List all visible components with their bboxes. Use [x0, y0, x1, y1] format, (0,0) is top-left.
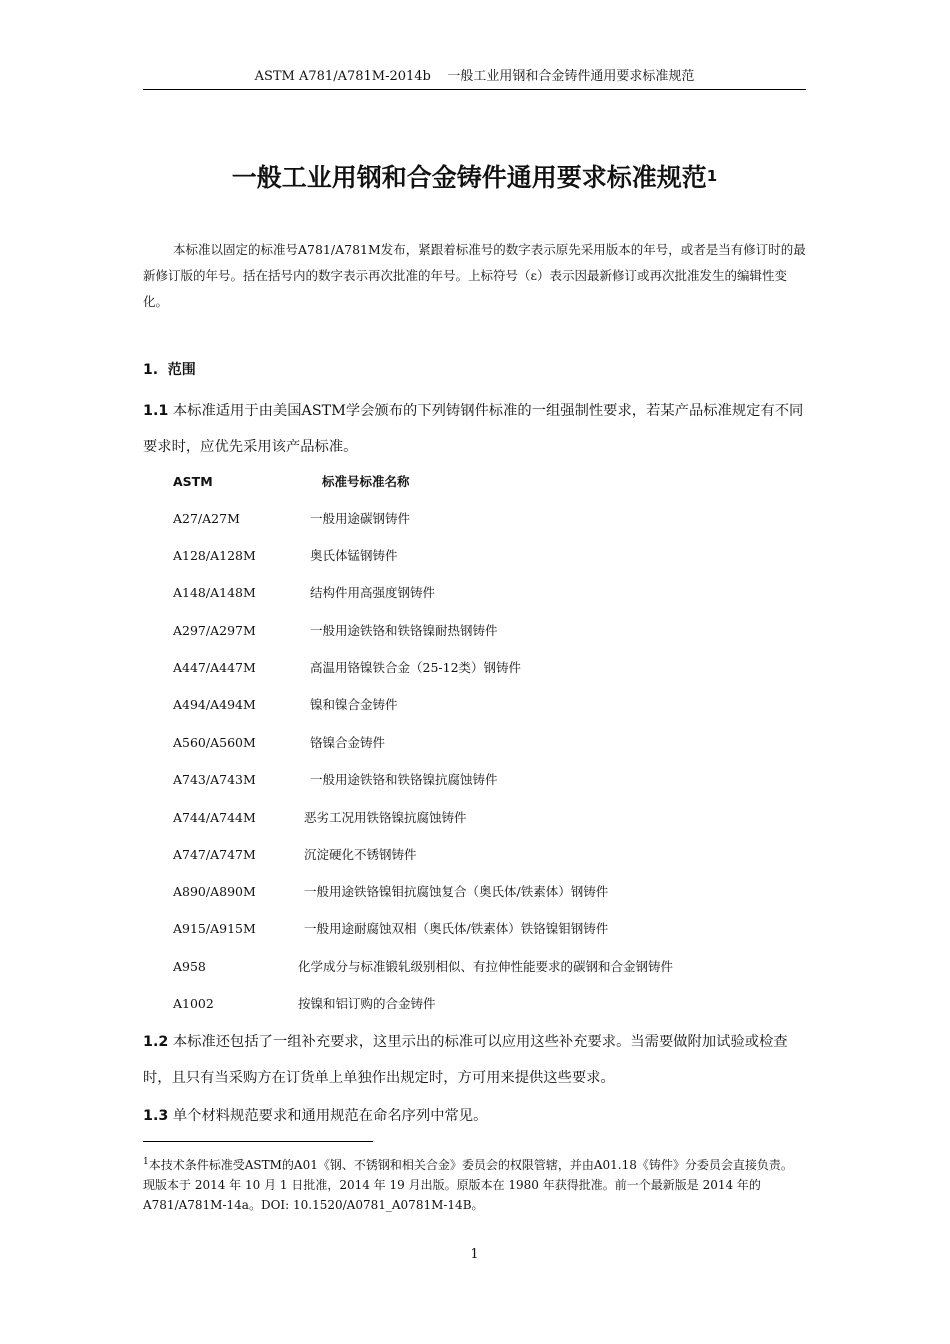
standard-name: 按镍和铝订购的合金铸件: [298, 996, 436, 1011]
standard-name: 化学成分与标准锻轧级别相似、有拉伸性能要求的碳钢和合金钢铸件: [298, 959, 674, 974]
standard-code: A743/A743M: [173, 772, 256, 787]
clause-1-1: [143, 393, 806, 465]
standard-name: 结构件用高强度钢铸件: [310, 585, 436, 600]
clause-text: 本标准适用于由美国ASTM学会颁布的下列铸钢件标准的一组强制性要求，若某产品标准规定有不同要求时，应优先采用该产品标准。: [143, 403, 804, 455]
standard-name: 沉淀硬化不锈钢铸件: [304, 847, 417, 862]
section-heading-scope: 1. 范围: [143, 362, 196, 378]
clause-1-2: [143, 1024, 806, 1096]
clause-number: 1.1: [143, 403, 169, 419]
standard-code: A148/A148M: [173, 585, 256, 600]
standard-code: A1002: [173, 996, 214, 1011]
standard-name: 铬镍合金铸件: [310, 735, 386, 750]
footnote-mark: 1: [143, 1157, 149, 1167]
standard-name: 一般用途碳钢铸件: [310, 511, 411, 526]
standard-code: A297/A297M: [173, 623, 256, 638]
standard-code: A447/A447M: [173, 660, 256, 675]
document-title: [143, 160, 806, 196]
table-header-astm: ASTM: [173, 474, 213, 489]
running-header: ASTM A781/A781M-2014b 一般工业用钢和合金铸件通用要求标准规范: [254, 69, 695, 84]
footnote-separator: [143, 1141, 373, 1142]
standard-name: 一般用途铁铬和铁铬镍抗腐蚀铸件: [310, 772, 498, 787]
standard-code: A128/A128M: [173, 548, 256, 563]
footnote: [143, 1152, 806, 1215]
table-header-name: 标准号标准名称: [322, 474, 410, 489]
footnote-line-2: 现版本于 2014 年 10 月 1 日批准，2014 年 19 月出版。原版本在 1980 年获得批准。前一个最新版是 2014 年的 A781/A781M-14a。DOI: 10.1520/A0781_A0781M-14B。: [143, 1178, 761, 1212]
standard-name: 镍和镍合金铸件: [310, 697, 398, 712]
clause-text: 本标准还包括了一组补充要求，这里示出的标准可以应用这些补充要求。当需要做附加试验或检查时，且只有当采购方在订货单上单独作出规定时，方可用来提供这些要求。: [143, 1034, 788, 1086]
standard-code: A958: [173, 959, 206, 974]
standard-code: A915/A915M: [173, 921, 256, 936]
standard-code: A494/A494M: [173, 697, 256, 712]
footnote-line-1: 本技术条件标准受ASTM的A01《钢、不锈钢和相关合金》委员会的权限管辖，并由A01.18《铸件》分委员会直接负责。: [148, 1158, 793, 1172]
intro-paragraph: 本标准以固定的标准号A781/A781M发布，紧跟着标准号的数字表示原先采用版本的年号，或者是当有修订时的最新修订版的年号。括在括号内的数字表示再次批准的年号。上标符号（ε）表示因最新修订或再次批准发生的编辑性变化。: [143, 242, 806, 309]
standard-name: 一般用途耐腐蚀双相（奥氏体/铁素体）铁铬镍钼钢铸件: [304, 921, 609, 936]
standard-code: A747/A747M: [173, 847, 256, 862]
standard-name: 恶劣工况用铁铬镍抗腐蚀铸件: [304, 810, 467, 825]
standard-name: 一般用途铁铬镍钼抗腐蚀复合（奥氏体/铁素体）钢铸件: [304, 884, 609, 899]
standard-code: A27/A27M: [173, 511, 240, 526]
standard-name: 高温用铬镍铁合金（25-12类）钢铸件: [310, 660, 522, 675]
standard-name: 一般用途铁铬和铁铬镍耐热钢铸件: [310, 623, 498, 638]
document-title-text: 一般工业用钢和合金铸件通用要求标准规范: [231, 163, 707, 192]
clause-1-3: [143, 1098, 806, 1134]
standard-name: 奥氏体锰钢铸件: [310, 548, 398, 563]
page-number: 1: [470, 1247, 479, 1262]
standard-code: A890/A890M: [173, 884, 256, 899]
clause-number: 1.2: [143, 1034, 169, 1050]
clause-text: 单个材料规范要求和通用规范在命名序列中常见。: [172, 1108, 488, 1124]
title-footnote-mark: 1: [706, 167, 718, 185]
standard-code: A744/A744M: [173, 810, 256, 825]
clause-number: 1.3: [143, 1108, 169, 1124]
header-rule: [143, 89, 806, 90]
standard-code: A560/A560M: [173, 735, 256, 750]
